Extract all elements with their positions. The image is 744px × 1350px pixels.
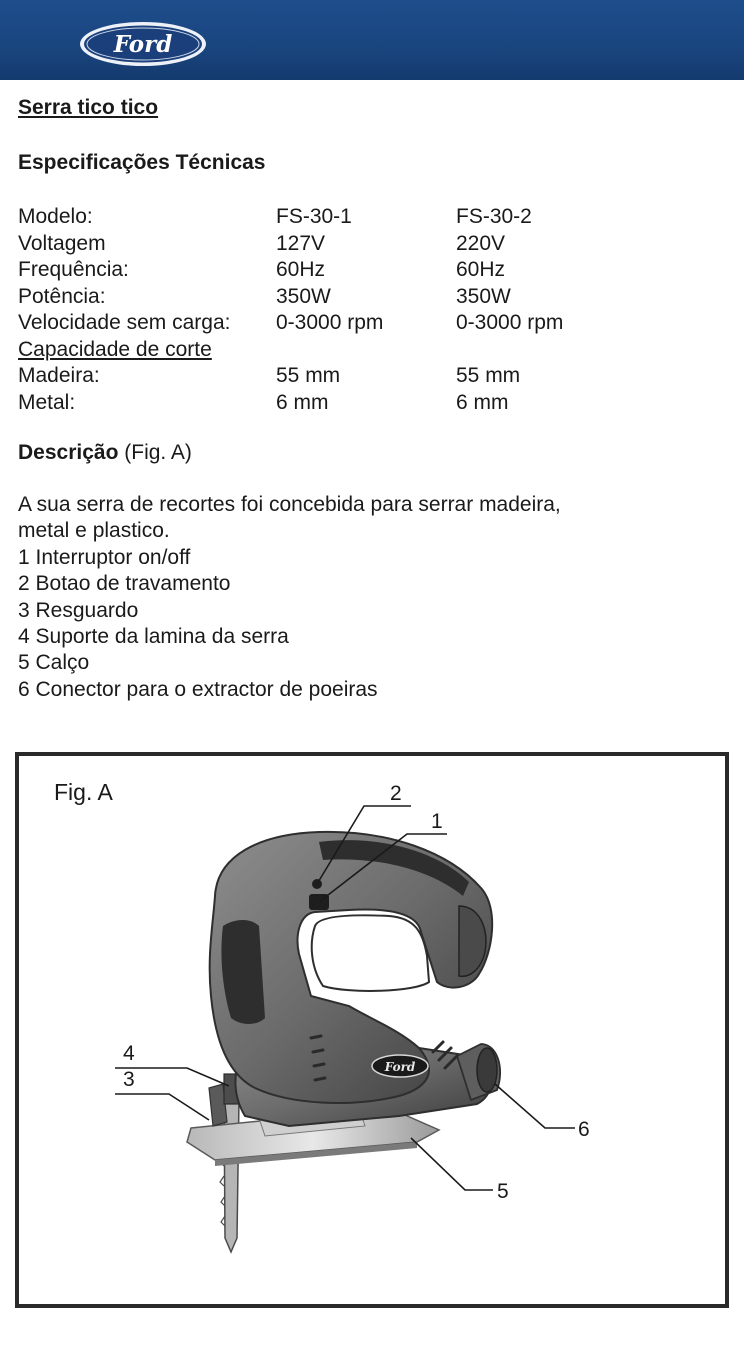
parts-list-item: 3 Resguardo <box>18 598 139 622</box>
spec-subheading: Capacidade de corte <box>18 337 212 361</box>
document-title: Serra tico tico <box>18 96 159 119</box>
tool-ford-logo-text: Ford <box>384 1060 416 1074</box>
callout-2: 2 <box>390 782 402 805</box>
description-intro-line: metal e plastico. <box>18 519 170 543</box>
header-bar <box>0 0 744 80</box>
callout-1: 1 <box>431 810 443 833</box>
spec-value-model-1: 0-3000 rpm <box>276 311 384 334</box>
callout-3: 3 <box>123 1068 135 1091</box>
spec-value-model-1: 55 mm <box>276 364 341 387</box>
spec-label: Metal: <box>18 390 76 414</box>
spec-value-model-2: 220V <box>456 231 506 255</box>
tool-ford-logo <box>372 1055 428 1077</box>
spec-value-model-2: 350W <box>456 284 511 308</box>
figure-a-frame <box>15 752 729 1308</box>
spec-value-model-1: 6 mm <box>276 390 329 414</box>
description-title <box>18 441 192 465</box>
handle-opening <box>312 915 429 991</box>
spec-label: Madeira: <box>18 364 100 387</box>
jigsaw-illustration <box>19 756 725 1304</box>
specs-title: Especificações Técnicas <box>18 151 266 174</box>
spec-value-model-2: 60Hz <box>456 258 506 281</box>
spec-label: Voltagem <box>18 231 106 255</box>
description-title-text: Descrição <box>18 441 119 464</box>
spec-label: Velocidade sem carga: <box>18 311 231 334</box>
parts-list-item: 2 Botao de travamento <box>18 572 231 596</box>
parts-list-item: 4 Suporte da lamina da serra <box>18 625 289 649</box>
parts-list-item: 1 Interruptor on/off <box>18 545 191 569</box>
callout-4: 4 <box>123 1042 135 1065</box>
spec-value-model-1: 350W <box>276 284 331 308</box>
spec-label: Frequência: <box>18 258 129 281</box>
spec-value-model-2: 6 mm <box>456 390 509 414</box>
parts-list-item: 6 Conector para o extractor de poeiras <box>18 677 378 701</box>
spec-label: Modelo: <box>18 205 93 228</box>
parts-list-item: 5 Calço <box>18 651 90 675</box>
callout-5: 5 <box>497 1180 509 1203</box>
callout-6: 6 <box>578 1118 590 1141</box>
spec-value-model-2: 0-3000 rpm <box>456 311 564 334</box>
spec-value-model-1: 127V <box>276 231 326 255</box>
description-body <box>18 492 561 703</box>
spec-value-model-1: FS-30-1 <box>276 205 352 228</box>
ford-logo <box>78 20 208 68</box>
spec-label: Potência: <box>18 284 106 308</box>
spec-value-model-1: 60Hz <box>276 258 326 281</box>
figure-label: Fig. A <box>54 779 113 805</box>
description-title-suffix: (Fig. A) <box>124 441 192 464</box>
description-intro-line: A sua serra de recortes foi concebida para serrar madeira, <box>18 493 561 516</box>
ford-logo-text: Ford <box>113 31 173 58</box>
spec-value-model-2: FS-30-2 <box>456 205 532 228</box>
spec-value-model-2: 55 mm <box>456 364 521 387</box>
